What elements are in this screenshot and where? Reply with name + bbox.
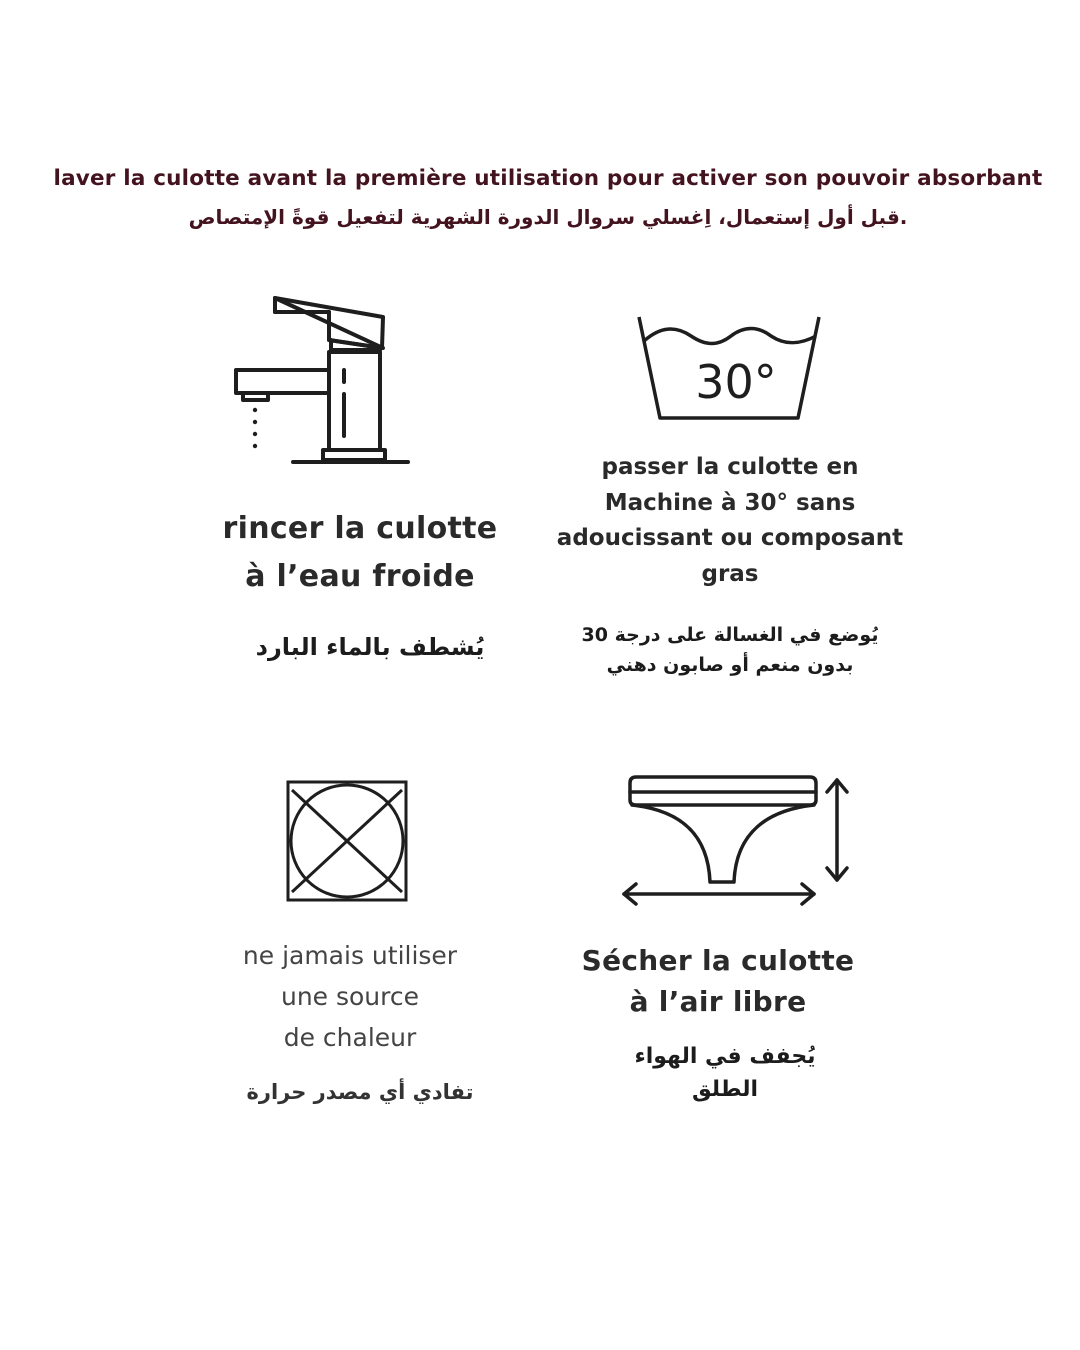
no-heat-text-ar: تفادي أي مصدر حرارة bbox=[246, 1080, 474, 1104]
air-dry-text-ar-line-1: يُجفف في الهواء bbox=[634, 1044, 816, 1069]
wash-text-fr-line-2: Machine à 30° sans bbox=[604, 489, 856, 516]
rinse-text-fr-line-1: rincer la culotte bbox=[222, 511, 498, 546]
rinse-text-ar: يُشطف بالماء البارد bbox=[255, 633, 485, 661]
no-heat-text-fr-line-3: de chaleur bbox=[283, 1023, 417, 1052]
wash-text-fr-line-1: passer la culotte en bbox=[601, 454, 859, 480]
wash-text-fr-line-4: gras bbox=[701, 560, 759, 587]
wash-text-ar-line-1: يُوضع في الغسالة على درجة 30 bbox=[581, 624, 879, 646]
wash-30-icon bbox=[636, 314, 822, 424]
wash-temperature-label: 30° bbox=[695, 355, 777, 409]
no-heat-text-fr-line-1: ne jamais utiliser bbox=[242, 941, 458, 970]
air-dry-text-fr-line-1: Sécher la culotte bbox=[581, 944, 855, 977]
wash-text-fr-line-3: adoucissant ou composant bbox=[556, 525, 904, 551]
air-dry-underwear-icon bbox=[618, 772, 858, 912]
no-heat-text-fr-line-2: une source bbox=[280, 982, 420, 1011]
no-tumble-dry-icon bbox=[286, 780, 408, 902]
page-title-french: laver la culotte avant la première utilisation pour activer son pouvoir absorbant bbox=[53, 166, 1043, 191]
faucet-icon bbox=[228, 290, 408, 470]
rinse-text-fr-line-2: à l’eau froide bbox=[245, 559, 475, 594]
page-title-arabic: .قبل أول إستعمال، اِغسلي سروال الدورة الشهرية لتفعيل قوةً الإمتصاص bbox=[188, 205, 908, 229]
wash-text-ar-line-2: بدون منعم أو صابون دهني bbox=[606, 654, 854, 676]
air-dry-text-fr-line-2: à l’air libre bbox=[629, 985, 807, 1018]
air-dry-text-ar-line-2: الطلق bbox=[691, 1077, 759, 1102]
